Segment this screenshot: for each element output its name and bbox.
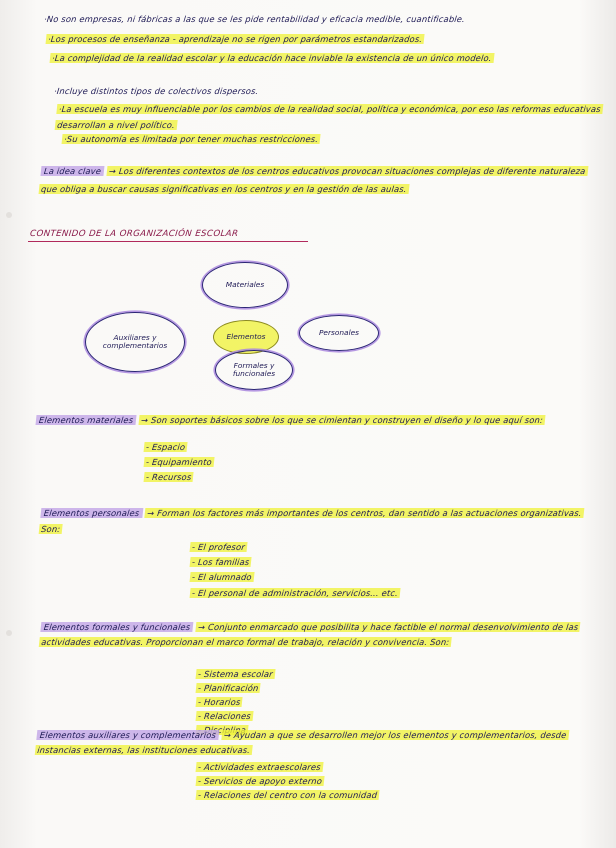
- diagram-node-right: Personales: [299, 315, 379, 351]
- list-item: - El personal de administración, servicios... etc.: [191, 588, 399, 598]
- intro-bullet: ·Los procesos de enseñanza - aprendizaje no se rigen por parámetros estandarizados.: [47, 34, 423, 44]
- section-text: → Son soportes básicos sobre los que se cimientan y construyen el diseño y lo que aquí son:: [140, 415, 544, 425]
- list-item: - Sistema escolar: [197, 669, 274, 679]
- intro-bullet: ·La complejidad de la realidad escolar y la educación hace inviable la existencia de un único modelo.: [51, 53, 493, 63]
- section-title: Elementos auxiliares y complementarios: [36, 730, 219, 740]
- section-personales: [38, 505, 597, 537]
- section-title: Elementos personales: [40, 508, 143, 518]
- key-idea-label: La idea clave: [40, 166, 104, 176]
- list-item: - Los familias: [191, 557, 250, 567]
- list-item: - Servicios de apoyo externo: [197, 776, 323, 786]
- punch-hole: [6, 212, 12, 218]
- list-item: - Actividades extraescolares: [197, 762, 322, 772]
- section-title: Elementos materiales: [35, 415, 136, 425]
- section-heading: CONTENIDO DE LA ORGANIZACIÓN ESCOLAR: [29, 229, 239, 239]
- key-idea-text: → Los diferentes contextos de los centros educativos provocan situaciones complejas de diferente naturaleza que obliga a buscar causas significativas en los centros y en la gestión de las aulas.: [40, 166, 587, 194]
- section-formales: [38, 620, 597, 650]
- diagram-node-top: Materiales: [202, 262, 288, 308]
- section-title: Elementos formales y funcionales: [40, 622, 194, 632]
- intro-bullet: ·Su autonomía es limitada por tener muchas restricciones.: [63, 134, 319, 144]
- list-item: - Recursos: [145, 472, 192, 482]
- section-auxiliares: [34, 728, 597, 758]
- list-item: - El profesor: [191, 542, 246, 552]
- list-item: - Equipamiento: [145, 457, 213, 467]
- list-item: - Relaciones del centro con la comunidad: [197, 790, 378, 800]
- intro-bullet: ·Incluye distintos tipos de colectivos dispersos.: [53, 86, 259, 96]
- intro-bullet: ·No son empresas, ni fábricas a las que se les pide rentabilidad y eficacia medible, cuantificable.: [43, 14, 466, 24]
- list-item: - El alumnado: [191, 572, 253, 582]
- section-materiales: [35, 412, 597, 428]
- diagram-node-bottom: Formales y funcionales: [215, 350, 293, 390]
- concept-diagram: [80, 255, 400, 400]
- intro-bullet: ·La escuela es muy influenciable por los cambios de la realidad social, política y económica, por eso las reformas educativas desarrollan a nivel político.: [56, 104, 602, 130]
- section-text: → Ayudan a que se desarrollen mejor los elementos y complementarios, desde instancias externas, las instituciones educativas.: [36, 730, 568, 755]
- list-item: - Relaciones: [197, 711, 252, 721]
- list-item: - Horarios: [197, 697, 242, 707]
- heading-underline: [28, 241, 308, 242]
- list-item: - Planificación: [197, 683, 260, 693]
- section-text: → Forman los factores más importantes de los centros, dan sentido a las actuaciones organizativas. Son:: [40, 508, 583, 534]
- section-text: → Conjunto enmarcado que posibilita y hace factible el normal desenvolvimiento de las actividades educativas. Proporcionan el marco formal de trabajo, relación y convivencia. Son:: [40, 622, 579, 647]
- key-idea: [38, 162, 598, 198]
- punch-hole: [6, 630, 12, 636]
- list-item: - Espacio: [145, 442, 186, 452]
- diagram-node-left: Auxiliares y complementarios: [85, 312, 185, 372]
- diagram-node-center: Elementos: [213, 320, 279, 354]
